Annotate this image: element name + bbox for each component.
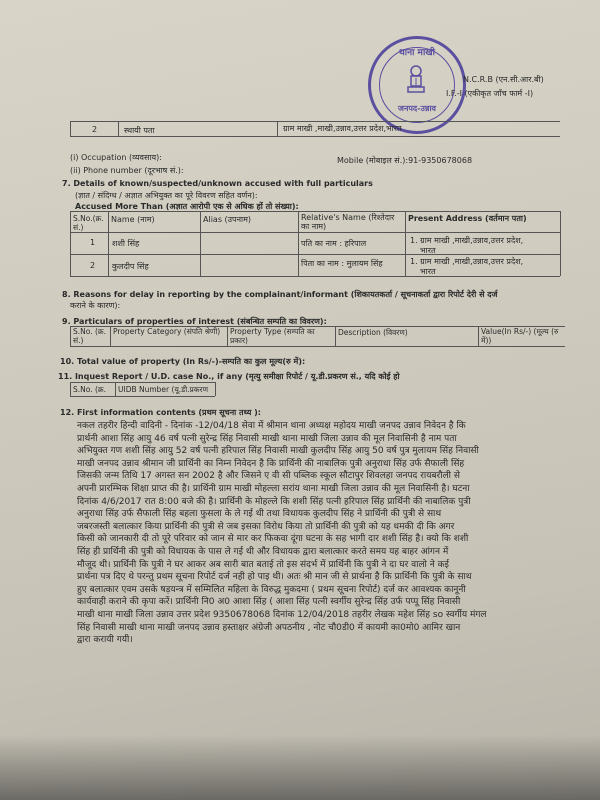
fir-line: प्रार्थनी आशा सिंह आयु 46 वर्ष पत्नी सुरेन्द्र सिंह निवासी माखी थाना माखी जिला उन्नाव की मूल निवासिनी है नाम पता: [77, 433, 457, 444]
header-sno: S.No.(क्र. सं.): [73, 214, 104, 232]
fir-line: सिंह निवासी माखी थाना माखी जनपद उन्नाव हस्ताक्षर अंग्रेजी अपठनीय , नोट चौ0डी0 में कायमी का0मो0 आमिर खान: [77, 622, 461, 633]
section10-total-value: 10. Total value of property (In Rs/-)-सम्पति का कुल मूल्य(रु में):: [60, 357, 306, 366]
fir-line: सिंह ही प्रार्थिनी की पुत्री को विधायक के पास ले गई थी और विधायक द्वारा बलात्कार करते समय यह बाहर आंगन में: [77, 546, 449, 557]
accused-more-than: Accused More Than (अज्ञात आरोपी एक से अधिक हों तो संख्या):: [75, 202, 299, 211]
address-type: स्थायी पता: [124, 126, 155, 135]
section9-title: 9. Particulars of properties of interest (संबन्धित सम्पति का विवरण):: [62, 317, 327, 326]
fir-document-page: थाना माखी जनपद-उन्नाव N.C.R.B (एन.सी.आर.बी) I.F.-I (एकीकृत जाँच फार्म -I) 2 स्थायी पता ग्राम माखी ,माखी,उन्नाव,उत्तर प्रदेश,भारत (i) Occupation (व्यवसाय): (ii) Phone number (दूरभाष सं.): Mobile (मोबाइल सं.):91-9350678068 7. Details of known/suspected/unknown accused with full particulars (ज्ञात / संदिग्ध / अज्ञात अभियुक्त का पूरे विवरण सहित वर्णन): Accused More Than (अज्ञात आरोपी एक से अधिक हों तो संख्या): S.No.(क्र. सं.) Name (नाम) Alias (उपनाम) Relative's Name (रिश्तेदार का नाम) Present Address (वर्तमान पता) 1 शशी सिंह पति का नाम : हरिपाल 1. ग्राम माखी ,माखी,उन्नाव,उत्तर प्रदेश, भारत 2 कुलदीप सिंह पिता का नाम : मुलायम सिंह 1. ग्राम माखी ,माखी,उन्नाव,उत्तर प्रदेश, भारत 8. Reasons for delay in reporting by the complainant/informant (शिकायतकर्ता / सूचनाकर्ता द्वारा रिपोर्ट देरी से दर्ज कराने के कारण): 9. Particulars of properties of interest (संबन्धित सम्पति का विवरण): S.No. (क्र. सं.) Property Category (संपति श्रेणी) Property Type (सम्पति का प्रकार) Description (विवरण) Value(In Rs/-) (मूल्य (रु में)) 10. Total value of property (In Rs/-)-सम्पति का कुल मूल्य(रु में): 11. Inquest Report / U.D. case No., if any (मृत्यु समीक्षा रिपोर्ट / यू.डी.प्रकरण सं., यदि कोई हो S.No. (क्र. UIDB Number (यू.डी.प्रकरण 12. First information contents (प्रथम सूचना तथ्य ): नकल तहरीर हिन्दी वादिनी - दिनांक -12/04/18 सेवा में श्रीमान थाना अध्यक्ष महोदय माखी जनपद उन्नाव निवेदन है कि प्रार्थनी आशा सिंह आयु 46 वर्ष पत्नी सुरेन्द्र सिंह निवासी माखी थाना माखी जिला उन्नाव की मूल निवासिनी है नाम पता अभियुक्त गण शशी सिंह आयु 52 वर्ष पत्नी हरिपाल सिंह निवासी माखी कुलदीप सिंह आयु 50 वर्ष पुत्र मुलायम सिंह निवासी माखी जनपद उन्नाव श्रीमान जी प्रार्थिनी का निम्न निवेदन है कि प्रार्थिनी की नाबालिक पुत्री अनुराधा सिंह उर्फ सैफाली सिंह जिसकी जन्म तिथि 17 अगस्त सन 2002 है और जिसने ए वी सी पब्लिक स्कूल सौटापुर शिवलहा जनपद रायबरौली से अपनी प्रारम्भिक शिक्षा प्राप्त की है। प्रार्थिनी ग्राम माखी मोहल्ला सरांय थाना माखी जिला उन्नाव की मूल निवासिनी है। घटना दिनांक 4/6/2017 रात 8:00 बजे की है। प्रार्थिनी के मोहल्ले कि शशी सिंह पत्नी हरिपाल सिंह प्रार्थिनी की नाबालिक पुत्री अनुराधा सिंह उर्फ सैफाली सिंह बहला फुसला के ले गई थी तथा विधायक कुलदीप सिंह ने प्रार्थिनी की पुत्री से साथ जबरजस्ती बलात्कार किया प्रार्थिनी की पुत्री से जब इसका विरोध किया तो प्रार्थिनी की पुत्री को यह धमकी दी कि अगर किसी को जानकारी दी तो पूरे परिवार को जान से मार कर फिकवा दूंगा घटना के सह भागी दार शशी सिंह है। क्यो कि शशी सिंह ही प्रार्थिनी की पुत्री को विधायक के पास ले गई थी और विधायक द्वारा बलात्कार करते समय यह बाहर आंगन में मौजूद थी। प्रार्थिनी कि पुत्री ने घर आकर अब सारी बात बताई तो इस संदर्भ में प्रार्थिनी कि पुत्री ने दा घर वालो ने कई प्रार्थना पत्र दिए थे परन्तु प्रथम सूचना रिपोर्ट दर्ज नही हो पाइ थी। अतः श्री मान जी से प्रार्थना है कि प्रार्थिनी कि पुत्री के साथ हुए बलात्कार एवम उसके षड़यन्त्र में सम्मिलित महिला के विरुद्ध मुकदमा ( प्रथम सूचना रिपोर्ट) दर्ज कर आवश्यक कानूनी कार्यवाही कराने की कृपा करें। प्रार्थिनी नि0 अ0 आशा सिंह ( आशा सिंह पत्नी स्वर्गीय सुरेन्द्र सिंह उर्फ पप्पू सिंह निवासी माखी थाना माखी जिला उन्नाव उत्तर प्रदेश 9350678068 दिनांक 12/04/2018 तहरीर लेखक महेश सिंह so स्वर्गीय मंगल सिंह निवासी माखी थाना माखी जनपद उन्नाव हस्ताक्षर अंग्रेजी अपठनीय , नोट चौ0डी0 में कायमी का0मो0 आमिर खान द्वारा करायी गयी।: [0, 0, 600, 800]
header-alias: Alias (उपनाम): [203, 215, 251, 224]
section8-title: 8. Reasons for delay in reporting by the complainant/informant (शिकायतकर्ता / सूचनाकर्ता द्वारा रिपोर्ट देरी से दर्ज: [62, 290, 498, 299]
police-station-seal: [368, 36, 466, 134]
section12-title: 12. First information contents (प्रथम सूचना तथ्य ):: [60, 408, 261, 417]
fir-line: दिनांक 4/6/2017 रात 8:00 बजे की है। प्रार्थिनी के मोहल्ले कि शशी सिंह पत्नी हरिपाल सिंह प्रार्थिनी की नाबालिक पुत्री: [77, 496, 471, 507]
fir-line: अपनी प्रारम्भिक शिक्षा प्राप्त की है। प्रार्थिनी ग्राम माखी मोहल्ला सरांय थाना माखी जिला उन्नाव की मूल निवासिनी है। घटना: [77, 483, 470, 494]
section7-subtitle: (ज्ञात / संदिग्ध / अज्ञात अभियुक्त का पूरे विवरण सहित वर्णन):: [75, 191, 258, 200]
national-emblem-icon: [405, 65, 427, 97]
ncrb-label: N.C.R.B (एन.सी.आर.बी): [463, 75, 544, 84]
prop-header-category: Property Category (संपति श्रेणी): [113, 327, 221, 336]
address-row-number: 2: [92, 125, 98, 134]
fir-line: अभियुक्त गण शशी सिंह आयु 52 वर्ष पत्नी हरिपाल सिंह निवासी माखी कुलदीप सिंह आयु 50 वर्ष पुत्र मुलायम सिंह निवासी: [77, 446, 479, 457]
permanent-address: ग्राम माखी ,माखी,उन्नाव,उत्तर प्रदेश,भारत: [283, 124, 402, 133]
section11-title: 11. Inquest Report / U.D. case No., if any (मृत्यु समीक्षा रिपोर्ट / यू.डी.प्रकरण सं., यदि कोई हो: [58, 372, 400, 381]
header-address: Present Address (वर्तमान पता): [408, 214, 527, 223]
ifi-label: I.F.-I (एकीकृत जाँच फार्म -I): [446, 89, 534, 98]
fir-line: हुए बलात्कार एवम उसके षड़यन्त्र में सम्मिलित महिला के विरुद्ध मुकदमा ( प्रथम सूचना रिपोर्ट) दर्ज कर आवश्यक कानूनी: [77, 584, 466, 595]
mobile-number: Mobile (मोबाइल सं.):91-9350678068: [337, 156, 473, 165]
fir-line: अनुराधा सिंह उर्फ सैफाली सिंह बहला फुसला के ले गई थी तथा विधायक कुलदीप सिंह ने प्रार्थिनी की पुत्री से साथ: [77, 509, 442, 520]
prop-header-description: Description (विवरण): [338, 328, 408, 337]
header-relative: Relative's Name (रिश्तेदार का नाम): [301, 213, 395, 231]
seal-top-text: थाना माखी: [399, 48, 435, 58]
fir-line: जिसकी जन्म तिथि 17 अगस्त सन 2002 है और जिसने ए वी सी पब्लिक स्कूल सौटापुर शिवलहा जनपद रायबरौली से: [77, 471, 460, 482]
fir-line: माखी जनपद उन्नाव श्रीमान जी प्रार्थिनी का निम्न निवेदन है कि प्रार्थिनी की नाबालिक पुत्री अनुराधा सिंह उर्फ सैफाली सिंह: [77, 458, 465, 469]
inquest-header-uidb: UIDB Number (यू.डी.प्रकरण: [118, 385, 209, 394]
section7-title: 7. Details of known/suspected/unknown accused with full particulars: [62, 179, 373, 188]
fir-line: जबरजस्ती बलात्कार किया प्रार्थिनी की पुत्री से जब इसका विरोध किया तो प्रार्थिनी की पुत्री को यह धमकी दी कि अगर: [77, 521, 455, 532]
header-name: Name (नाम): [111, 215, 155, 224]
prop-header-type: Property Type (सम्पति का प्रकार): [230, 327, 315, 345]
fir-line: किसी को जानकारी दी तो पूरे परिवार को जान से मार कर फिकवा दूंगा घटना के सह भागी दार शशी सिंह है। क्यो कि शशी: [77, 534, 469, 545]
fir-line: मौजूद थी। प्रार्थिनी कि पुत्री ने घर आकर अब सारी बात बताई तो इस संदर्भ में प्रार्थिनी कि पुत्री ने दा घर वालो ने कई: [77, 559, 449, 570]
fir-line: नकल तहरीर हिन्दी वादिनी - दिनांक -12/04/18 सेवा में श्रीमान थाना अध्यक्ष महोदय माखी जनपद उन्नाव निवेदन है कि: [77, 421, 466, 431]
fir-line: कार्यवाही कराने की कृपा करें। प्रार्थिनी नि0 अ0 आशा सिंह ( आशा सिंह पत्नी स्वर्गीय सुरेन्द्र सिंह उर्फ पप्पू सिंह निवासी: [77, 597, 461, 608]
fir-line: माखी थाना माखी जिला उन्नाव उत्तर प्रदेश 9350678068 दिनांक 12/04/2018 तहरीर लेखक महेश सिंह so स्वर्गीय मंगल: [77, 609, 487, 620]
prop-header-sno: S.No. (क्र. सं.): [73, 327, 107, 345]
seal-bottom-text: जनपद-उन्नाव: [398, 104, 436, 113]
phone-label: (ii) Phone number (दूरभाष सं.):: [70, 166, 184, 175]
section8-subtitle: कराने के कारण):: [70, 301, 121, 310]
inquest-header-sno: S.No. (क्र.: [73, 385, 107, 394]
fir-line: प्रार्थना पत्र दिए थे परन्तु प्रथम सूचना रिपोर्ट दर्ज नही हो पाइ थी। अतः श्री मान जी से प्रार्थना है कि प्रार्थिनी कि पुत्री के साथ: [77, 572, 472, 583]
fir-contents: [77, 420, 562, 647]
prop-header-value: Value(In Rs/-) (मूल्य (रु में)): [481, 327, 559, 345]
fir-line: द्वारा करायी गयी।: [77, 635, 133, 646]
occupation-label: (i) Occupation (व्यवसाय):: [70, 153, 162, 162]
